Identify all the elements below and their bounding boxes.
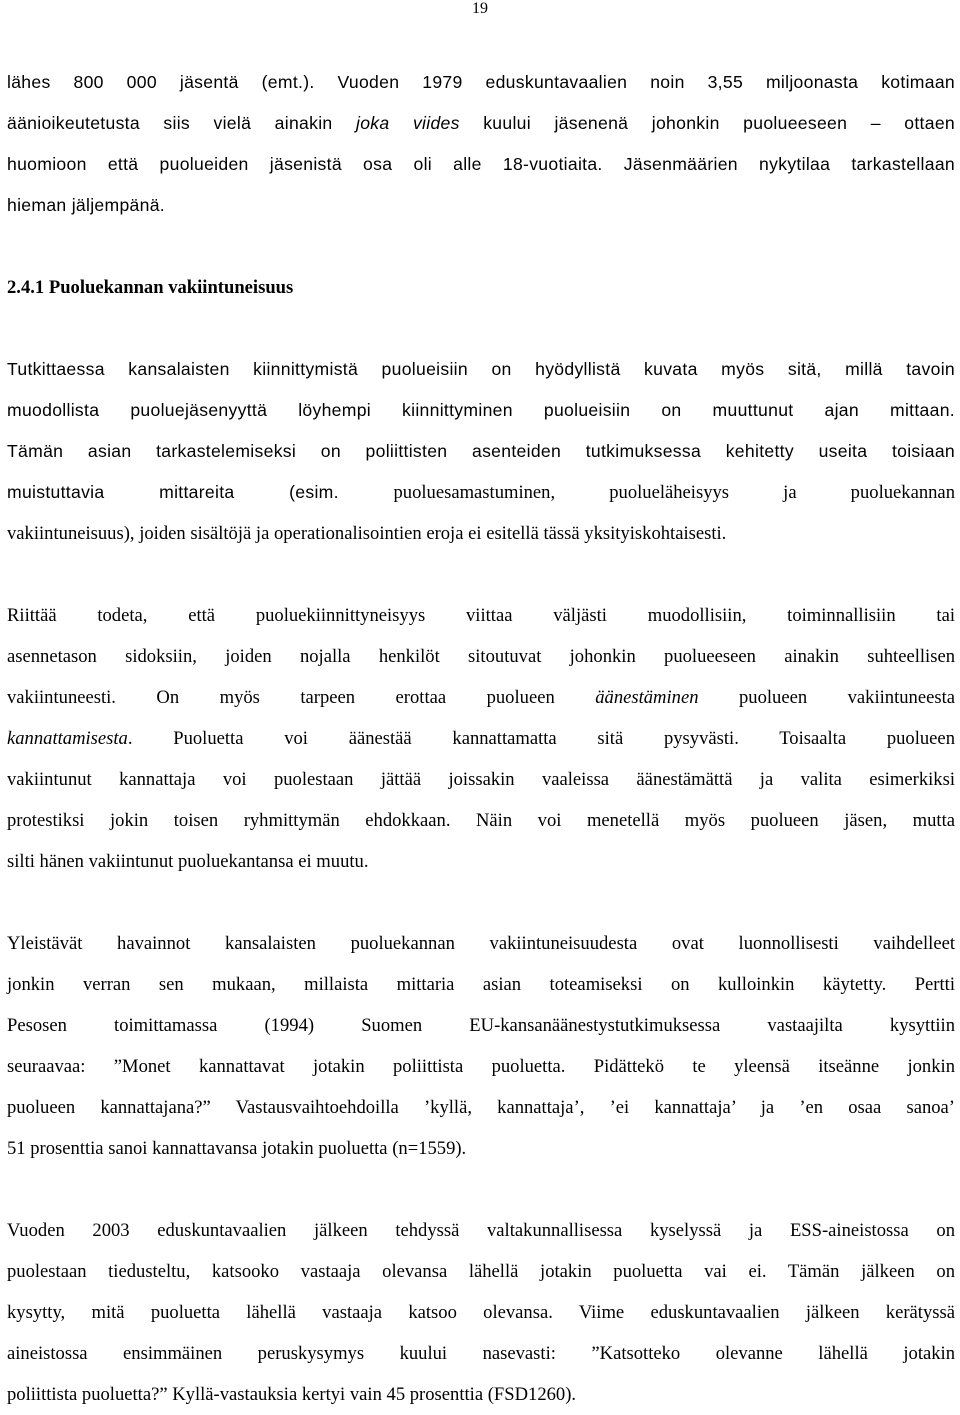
text-line: hieman jäljempänä. bbox=[7, 195, 165, 215]
text-line: vakiintuneesti. On myös tarpeen erottaa puolueen äänestäminen puolueen vakiintuneesta bbox=[7, 687, 955, 708]
text-line: muodollista puoluejäsenyyttä löyhempi kiinnittyminen puolueisiin on muuttunut ajan mittaan. bbox=[7, 400, 955, 420]
text-line: Riittää todeta, että puoluekiinnittyneisyys viittaa väljästi muodollisiin, toiminnallisiin tai bbox=[7, 605, 955, 626]
text-line: vakiintuneisuus), joiden sisältöjä ja operationalisointien eroja ei esitellä tässä yksityiskohtaisesti. bbox=[7, 523, 727, 544]
text-line: Pesosen toimittamassa (1994) Suomen EU-kansanäänestystutkimuksessa vastaajilta kysyttiin bbox=[7, 1015, 955, 1036]
paragraph-membership bbox=[7, 62, 955, 226]
section-heading: 2.4.1 Puoluekannan vakiintuneisuus bbox=[7, 277, 294, 298]
text-line: lähes 800 000 jäsentä (emt.). Vuoden 1979 eduskuntavaalien noin 3,55 miljoonasta kotimaan bbox=[7, 72, 955, 92]
text-line: äänioikeutetusta siis vielä ainakin joka viides kuului jäsenenä johonkin puolueeseen – ottaen bbox=[7, 113, 955, 133]
emphasis: kannattamisesta bbox=[7, 728, 128, 749]
paragraph-survey-2003 bbox=[7, 1210, 955, 1415]
text-line: kysytty, mitä puoluetta lähellä vastaaja katsoo olevansa. Viime eduskuntavaalien jälkeen kerätyssä bbox=[7, 1302, 955, 1323]
text-line: Vuoden 2003 eduskuntavaalien jälkeen tehdyssä valtakunnallisessa kyselyssä ja ESS-aineistossa on bbox=[7, 1220, 955, 1241]
paragraph-observations bbox=[7, 923, 955, 1169]
emphasis: joka viides bbox=[356, 113, 460, 133]
text-line: kannattamisesta. Puoluetta voi äänestää kannattamatta sitä pysyvästi. Toisaalta puolueen bbox=[7, 728, 955, 749]
paragraph-attachment bbox=[7, 349, 955, 554]
text-line: seuraavaa: ”Monet kannattavat jotakin poliittista puoluetta. Pidättekö te yleensä itseänne jonkin bbox=[7, 1056, 955, 1077]
text-line: Tutkittaessa kansalaisten kiinnittymistä puolueisiin on hyödyllistä kuvata myös sitä, millä tavoin bbox=[7, 359, 955, 379]
text-line: puolueen kannattajana?” Vastausvaihtoehdoilla ’kyllä, kannattaja’, ’ei kannattaja’ ja ’en osaa sanoa’ bbox=[7, 1097, 955, 1118]
text-line: Yleistävät havainnot kansalaisten puoluekannan vakiintuneisuudesta ovat luonnollisesti vaihdelleet bbox=[7, 933, 955, 954]
text-line: poliittista puoluetta?” Kyllä-vastauksia kertyi vain 45 prosenttia (FSD1260). bbox=[7, 1384, 577, 1405]
page-number: 19 bbox=[472, 0, 488, 17]
text-line: asennetason sidoksiin, joiden nojalla henkilöt sitoutuvat johonkin puolueeseen ainakin suhteellisen bbox=[7, 646, 955, 667]
text-line: silti hänen vakiintunut puoluekantansa ei muutu. bbox=[7, 851, 369, 872]
emphasis: äänestäminen bbox=[595, 687, 699, 708]
text-line: aineistossa ensimmäinen peruskysymys kuului nasevasti: ”Katsotteko olevanne lähellä jotakin bbox=[7, 1343, 955, 1364]
text-line: huomioon että puolueiden jäsenistä osa oli alle 18-vuotiaita. Jäsenmäärien nykytilaa tarkastellaan bbox=[7, 154, 956, 174]
text-line: 51 prosenttia sanoi kannattavansa jotakin puoluetta (n=1559). bbox=[7, 1138, 467, 1159]
text-line: vakiintunut kannattaja voi puolestaan jättää joissakin vaaleissa äänestämättä ja valita esimerkiksi bbox=[7, 769, 955, 790]
text-line: protestiksi jokin toisen ryhmittymän ehdokkaan. Näin voi menetellä myös puolueen jäsen, mutta bbox=[7, 810, 955, 831]
text-line: puolestaan tiedusteltu, katsooko vastaaja olevansa lähellä jotakin puoluetta vai ei. Tämän jälkeen on bbox=[7, 1261, 955, 1282]
text-line: muistuttavia mittareita (esim. puoluesamastuminen, puolueläheisyys ja puoluekannan bbox=[7, 482, 955, 503]
document-body bbox=[7, 62, 955, 1415]
text-line: jonkin verran sen mukaan, millaista mittaria asian toteamiseksi on kulloinkin käytetty. Pertti bbox=[7, 974, 955, 995]
paragraph-definition bbox=[7, 595, 955, 882]
text-line: Tämän asian tarkastelemiseksi on poliittisten asenteiden tutkimuksessa kehitetty useita toisiaan bbox=[7, 441, 955, 461]
